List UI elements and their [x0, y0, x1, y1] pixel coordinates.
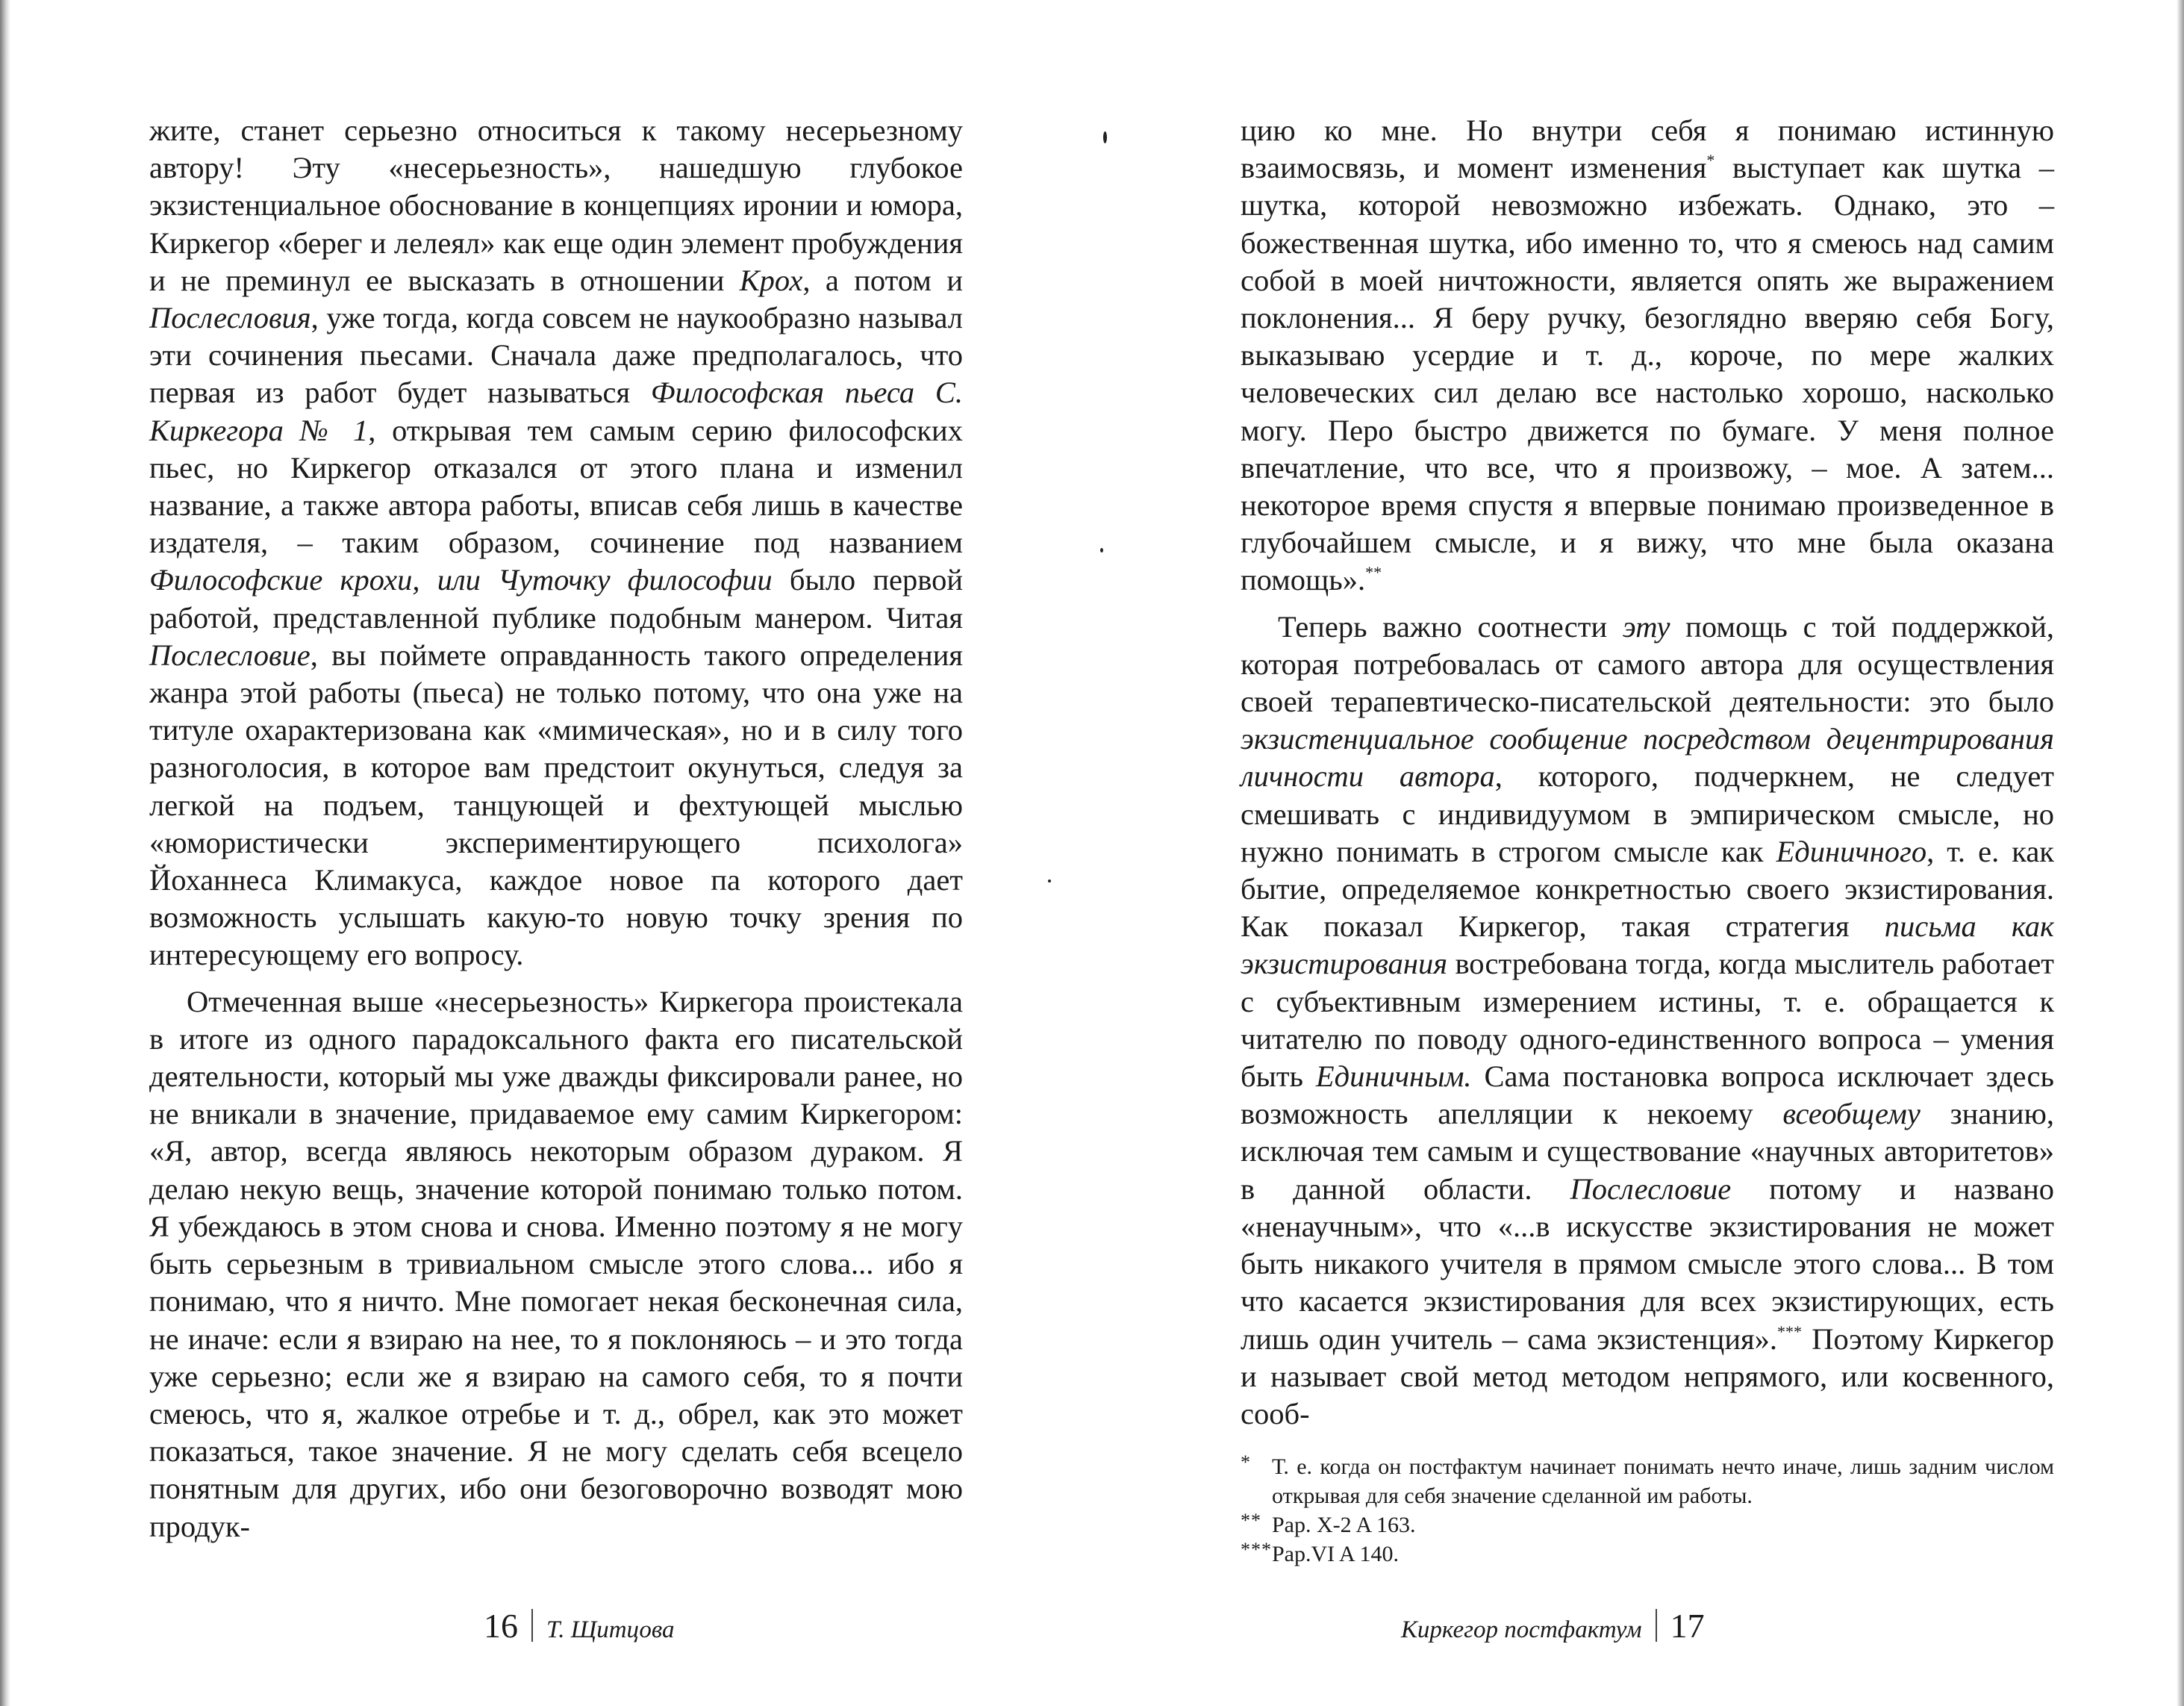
italic-text: Философская пьеса С. Киркегора № 1 — [149, 376, 963, 447]
right-folio — [1401, 1604, 1705, 1652]
italic-text: Единичным. — [1315, 1059, 1472, 1094]
scan-speck — [1100, 548, 1103, 552]
paragraph — [149, 112, 963, 974]
italic-text: всеобщему — [1782, 1097, 1921, 1131]
scan-speck — [1103, 131, 1107, 143]
text-run: Поэтому Киркегор и называет свой метод методом непрямого, или косвенного, сооб- — [1241, 1321, 2054, 1431]
text-run: , которого, подчеркнем, не следует смешивать с индивидуумом в эмпирическом смысле, но нужно понимать в строгом смысле как — [1241, 759, 2054, 868]
text-run: востребована тогда, когда мыслитель работает с субъективным измерением истины, т. е. обращается к читателю по поводу одного-единственного вопроса – умения быть — [1241, 947, 2054, 1094]
footnote-mark: * — [1241, 1451, 1251, 1474]
footnote-ref: *** — [1777, 1321, 1803, 1341]
italic-text: Философские крохи, или Чуточку философии — [149, 563, 773, 597]
text-run: , а потом и — [802, 263, 964, 297]
italic-text: экзистенциальное сообщение посредством децентрирования личности автора — [1241, 722, 2054, 794]
text-run: потому и названо «ненаучным», что «...в искусстве экзистирования не может быть никакого учителя в прямом смысле этого слова... В том что касается экзистирования для всех экзистирующих, есть лишь один учитель – сама экзистенция». — [1241, 1171, 2054, 1356]
footnotes — [1241, 1452, 2054, 1569]
footnote-ref: * — [1706, 151, 1715, 170]
paragraph — [149, 983, 963, 1545]
scan-speck — [1048, 880, 1051, 882]
footnote-mark: *** — [1241, 1539, 1272, 1561]
italic-text: Послесловия — [149, 301, 311, 335]
left-page — [149, 112, 963, 1545]
text-run: жите, станет серьезно относиться к такому несерьезному автору! Эту «несерьезность», нашедшую глубокое экзистенциальное обоснование в концепциях иронии и юмора, Киркегор «берег и лелеял» как еще один элемент пробуждения и не преминул ее высказать в отношении — [149, 113, 963, 297]
text-run: выступает как шутка – шутка, которой невозможно избежать. Однако, это – божественная шутка, ибо именно то, что я смеюсь над самим собой в моей ничтожности, является опять же выражением поклонения... Я беру ручку, безоглядно вверяю себя Богу, выказываю усердие и т. д., короче, по мере жалких человеческих сил делаю все настолько хорошо, насколько могу. Перо быстро движется по бумаге. У меня полное впечатление, что все, что я произвожу, – мое. А затем... некоторое время спустя я впервые понимаю произведенное в глубочайшем смысле, и я вижу, что мне была оказана помощь». — [1241, 151, 2054, 597]
italic-text: Единичного — [1776, 834, 1927, 868]
footnote — [1241, 1452, 2054, 1510]
page-number: 16 — [484, 1607, 518, 1645]
italic-text: эту — [1622, 609, 1670, 644]
running-head-title: Киркегор постфактум — [1401, 1616, 1642, 1643]
footnote-text: Pap. X-2 A 163. — [1272, 1513, 1416, 1538]
italic-text: Послесловие — [1570, 1171, 1732, 1206]
footnote-ref: ** — [1365, 563, 1382, 582]
footnote — [1241, 1510, 2054, 1540]
text-run: цию ко мне. Но внутри себя я понимаю истинную взаимосвязь, и момент изменения — [1241, 113, 2054, 185]
text-run: , т. е. как бытие, определяемое конкретностью своего экзистирования. Как показал Киркегор, такая стратегия — [1241, 834, 2054, 944]
italic-text: письма как экзистирования — [1241, 909, 2054, 981]
text-run: Сама постановка вопроса исключает здесь возможность апелляции к некоему — [1241, 1059, 2054, 1131]
page-number: 17 — [1670, 1607, 1705, 1645]
text-run: , вы поймете оправданность такого определения жанра этой работы (пьеса) не только потому, что она уже на титуле охарактеризована как «мимическая», но и в силу того разноголосия, в которое вам предстоит окунуться, следуя за легкой на подъем, танцующей и фехтующей мыслью «юмористически экспериментирующего психолога» Йоханнеса Климакуса, каждое новое па которого дает возможность услышать какую-то новую точку зрения по интересующему его вопросу. — [149, 638, 963, 972]
text-run: помощь с той поддержкой, которая потребовалась от самого автора для осуществления своей терапевтическо-писательской деятельности: это было — [1241, 609, 2054, 719]
binding-shadow — [0, 0, 10, 1706]
footnote-mark: ** — [1241, 1510, 1261, 1532]
right-page — [1241, 112, 2054, 1569]
italic-text: Крох — [739, 263, 803, 297]
paragraph — [1241, 608, 2054, 1433]
running-head-author: Т. Щитцова — [546, 1616, 675, 1643]
text-run: знанию, исключая тем самым и существование «научных авторитетов» в данной области. — [1241, 1097, 2054, 1206]
paragraph — [1241, 112, 2054, 600]
italic-text: Послесловие — [149, 638, 311, 672]
page-edge-shadow — [2177, 0, 2184, 1706]
text-run: , открывая тем самым серию философских пьес, но Киркегор отказался от этого плана и изменил название, а также автора работы, вписав себя лишь в качестве издателя, – таким образом, сочинение под названием — [149, 413, 963, 560]
text-run: Теперь важно соотнести — [1278, 609, 1623, 644]
text-run: , уже тогда, когда совсем не наукообразно называл эти сочинения пьесами. Сначала даже предполагалось, что первая из работ будет называться — [149, 301, 963, 410]
right-page-body — [1241, 112, 2054, 1433]
folio-separator — [531, 1609, 533, 1642]
footnote-text: Т. е. когда он постфактум начинает понимать нечто иначе, лишь задним числом открывая для себя значение сделанной им работы. — [1272, 1454, 2054, 1509]
left-page-body — [149, 112, 963, 1545]
text-run: было первой работой, представленной публике подобным манером. Читая — [149, 563, 964, 635]
left-folio — [484, 1604, 675, 1652]
folio-separator — [1656, 1609, 1657, 1642]
footnote — [1241, 1540, 2054, 1569]
text-run: Отмеченная выше «несерьезность» Киркегора проистекала в итоге из одного парадоксального факта его писательской деятельности, который мы уже дважды фиксировали ранее, но не вникали в значение, придаваемое ему самим Киркегором: «Я, автор, всегда являюсь некоторым образом дураком. Я делаю некую вещь, значение которой понимаю только потом. Я убеждаюсь в этом снова и снова. Именно поэтому я не могу быть серьезным в тривиальном смысле этого слова... ибо я понимаю, что я ничто. Мне помогает некая бесконечная сила, не иначе: если я взираю на нее, то я поклоняюсь – и это тогда уже серьезно; если же я взираю на самого себя, то я почти смеюсь, что я, жалкое отребье и т. д., обрел, как это может показаться, такое значение. Я не могу сделать себя всецело понятным для других, ибо они безоговорочно возводят мою продук- — [149, 984, 963, 1543]
footnote-text: Pap.VI A 140. — [1272, 1542, 1400, 1567]
